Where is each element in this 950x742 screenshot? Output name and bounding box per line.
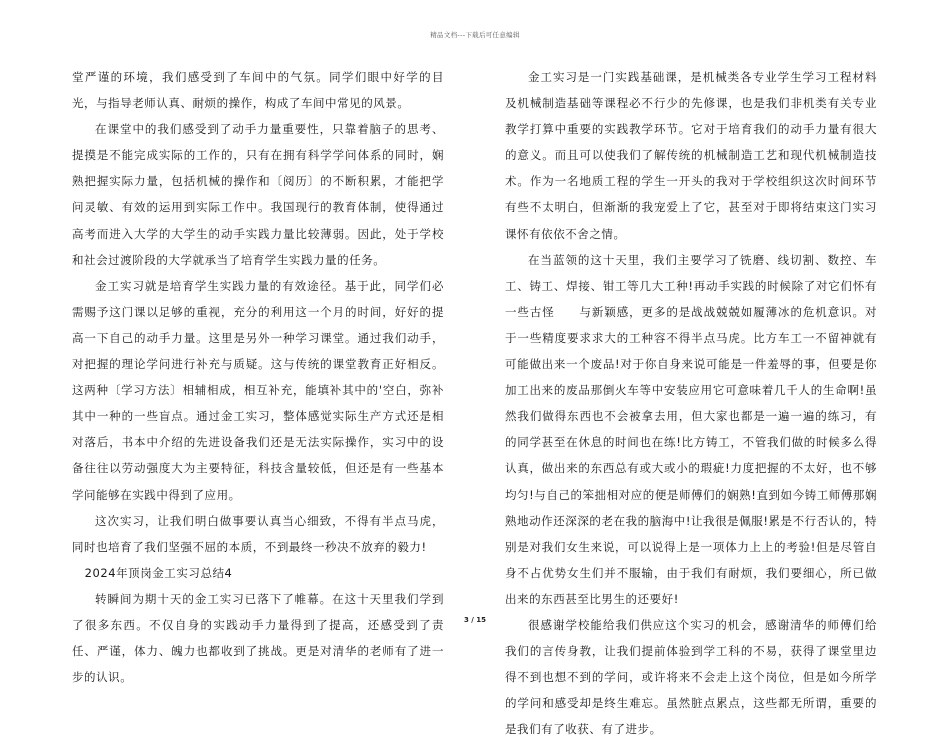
paragraph: 在课堂中的我们感受到了动手力量重要性，只靠着脑子的思考、提摸是不能完成实际的工作的，只有在拥有科学学问体系的同时，娴熟把握实际力量，包括机械的操作和〔阅历〕的不断积累，才能把学问灵敏、有效的运用到实际工作中。我国现行的教育体制，使得通过高考而进入大学的大学生的动手实践力量比较薄弱。因此，处于学校和社会过渡阶段的大学就承当了培育学生实践力量的任务。	[72, 122, 444, 267]
right-column	[505, 64, 877, 742]
left-column	[72, 64, 444, 690]
paragraph: 这次实习，让我们明白做事要认真当心细致，不得有半点马虎，同时也培育了我们坚强不屈的本质，不到最终一秒决不放弃的毅力!	[72, 513, 444, 554]
paragraph: 很感谢学校能给我们供应这个实习的机会，感谢清华的师傅们给我们的言传身教，让我们提前体验到学工科的不易，获得了课堂里边得不到也想不到的学问，或许将来不会走上这个岗位，但是如今所学的学问和感受却是终生难忘。虽然脏点累点，这些都无所谓，重要的是我们有了收获、有了进步。	[505, 617, 877, 737]
paragraph: 堂严谨的环境，我们感受到了车间中的气氛。同学们眼中好学的目光，与指导老师认真、耐烦的操作，构成了车间中常见的风景。	[72, 70, 444, 111]
page-number: 3 / 15	[463, 616, 487, 624]
page-header: 精品文档---下载后可任意编辑	[430, 31, 520, 39]
paragraph: 在当蓝领的这十天里，我们主要学习了铣磨、线切割、数控、车工、铸工、焊接、钳工等几大工种!再动手实践的时候除了对它们怀有一些古怪 与新颖感，更多的是战战兢兢如履薄冰的危机意识。对于一些精度要求求大的工种容不得半点马虎。比方车工一不留神就有可能做出来一个废品!对于你自身来说可能是一件羞辱的事，但要是你加工出来的废品那倒火车等中安装应用它可意味着几千人的生命啊!虽然我们做得东西也不会被拿去用，但大家也都是一遍一遍的练习，有的同学甚至在休息的时间也在练!比方铸工，不管我们做的时候多么得认真，做出来的东西总有或大或小的瑕疵!力度把握的不太好，也不够均匀!与自己的笨拙相对应的便是师傅们的娴熟!直到如今铸工师傅那娴熟地动作还深深的老在我的脑海中!让我很是佩服!累是不行否认的，特别是对我们女生来说，可以说得上是一项体力上上的考验!但是尽管自身不占优势女生们并不服输，由于我们有耐烦，我们要细心，所已做出来的东西甚至比男生的还要好!	[505, 252, 877, 606]
paragraph: 金工实习是一门实践基础课，是机械类各专业学生学习工程材料及机械制造基础等课程必不行少的先修课，也是我们非机类有关专业教学打算中重要的实践教学环节。它对于培育我们的动手力量有很大的意义。而且可以使我们了解传统的机械制造工艺和现代机械制造技术。作为一名地质工程的学生一开头的我对于学校组织这次时间环节有些不太明白，但渐渐的我宠爱上了它，甚至对于即将结束这门实习课怀有依依不舍之情。	[505, 70, 877, 241]
paragraph: 金工实习就是培育学生实践力量的有效途径。基于此，同学们必需赐予这门课以足够的重视，充分的利用这一个月的时间，好好的提高一下自己的动手力量。这里是另外一种学习课堂。通过我们动手，对把握的理论学问进行补充与质疑。这与传统的课堂教育正好相反。这两种〔学习方法〕相辅相成，相互补充，能填补其中的'空白，弥补其中一种的一些盲点。通过金工实习，整体感觉实际生产方式还是相对落后，书本中介绍的先进设备我们还是无法实际操作，实习中的设备往往以劳动强度大为主要特征，科技含量较低，但还是有一些基本学问能够在实践中得到了应用。	[72, 278, 444, 502]
section-heading: 2024年顶岗金工实习总结4	[84, 565, 233, 580]
paragraph: 转瞬间为期十天的金工实习已落下了帷幕。在这十天里我们学到了很多东西。不仅自身的实践动手力量得到了提高，还感受到了责任、严谨，体力、魄力也都收到了挑战。更是对清华的老师有了进一步的认识。	[72, 591, 444, 685]
